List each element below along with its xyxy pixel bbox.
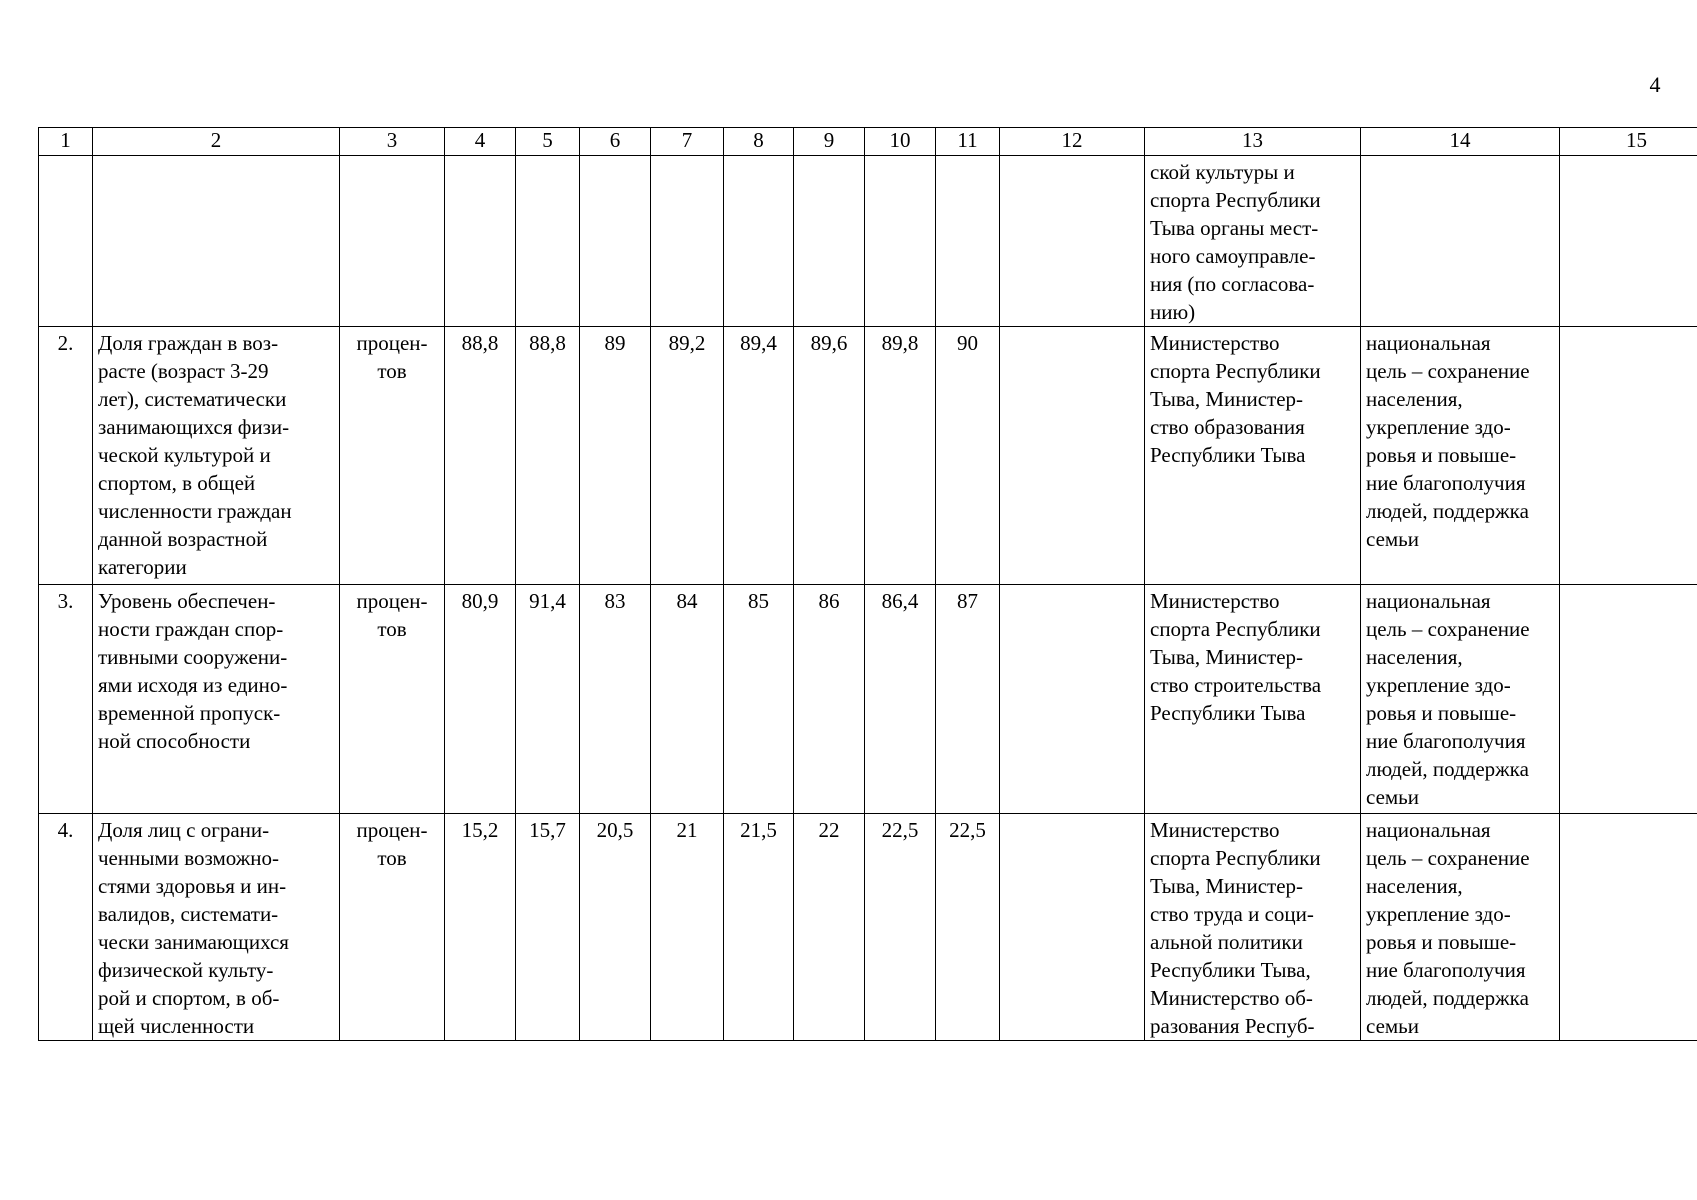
responsible-cell — [1145, 814, 1361, 1041]
header-col-5: 5 — [516, 128, 580, 156]
header-col-13: 13 — [1145, 128, 1361, 156]
value-text: 22,5 — [949, 818, 986, 842]
value-text: 89 — [604, 331, 626, 355]
indicator-text: Доля граждан в воз- расте (возраст 3-29 лет), систематически занимающихся физи- ческой культурой и спортом, в общей численности граждан данной возрастной категории — [98, 331, 292, 579]
responsible-cell — [1145, 585, 1361, 814]
value-cell — [580, 585, 651, 814]
goal-cell — [1361, 814, 1560, 1041]
page-number: 4 — [1649, 72, 1661, 97]
value-text: 89,6 — [810, 331, 848, 355]
cell-empty — [1000, 156, 1145, 327]
value-text: 20,5 — [596, 818, 634, 842]
unit-cell — [340, 814, 445, 1041]
value-text: 88,8 — [461, 331, 499, 355]
value-text: 83 — [604, 589, 626, 613]
indicators-table — [38, 127, 1697, 1041]
unit-text: процен- тов — [356, 818, 428, 870]
value-text: 15,2 — [461, 818, 499, 842]
header-col-2: 2 — [93, 128, 340, 156]
value-text: 91,4 — [529, 589, 566, 613]
header-col-10: 10 — [865, 128, 936, 156]
responsible-text: ской культуры и спорта Республики Тыва органы мест- ного самоуправле- ния (по согласова- нию) — [1150, 160, 1321, 324]
header-col-12: 12 — [1000, 128, 1145, 156]
header-col-3: 3 — [340, 128, 445, 156]
value-text: 90 — [957, 331, 978, 355]
responsible-cell — [1145, 327, 1361, 585]
value-text: 22 — [818, 818, 840, 842]
col12-cell — [1000, 585, 1145, 814]
row-number: 2. — [39, 327, 93, 585]
header-col-14: 14 — [1361, 128, 1560, 156]
cell-empty — [340, 156, 445, 327]
unit-cell — [340, 585, 445, 814]
goal-cell — [1361, 585, 1560, 814]
value-cell — [794, 327, 865, 585]
value-text: 84 — [676, 589, 698, 613]
cell-empty — [93, 156, 340, 327]
responsible-text: Министерство спорта Республики Тыва, Министер- ство образования Республики Тыва — [1150, 331, 1321, 467]
value-cell — [580, 814, 651, 1041]
value-cell — [865, 585, 936, 814]
cell-empty — [516, 156, 580, 327]
value-text: 21 — [676, 818, 698, 842]
value-cell — [936, 585, 1000, 814]
value-cell — [651, 585, 724, 814]
value-cell — [865, 327, 936, 585]
value-cell — [865, 814, 936, 1041]
header-row — [39, 128, 1697, 156]
value-text: 86 — [818, 589, 840, 613]
value-cell — [724, 814, 794, 1041]
goal-text: национальная цель – сохранение населения, укрепление здо- ровья и повыше- ние благополучия людей, поддержка семьи — [1366, 589, 1530, 809]
goal-text: национальная цель – сохранение населения, укрепление здо- ровья и повыше- ние благополучия людей, поддержка семьи — [1366, 818, 1530, 1038]
row-number: 4. — [39, 814, 93, 1041]
table-row — [39, 327, 1697, 585]
value-cell — [445, 814, 516, 1041]
col15-cell — [1560, 327, 1697, 585]
col15-cell — [1560, 814, 1697, 1041]
responsible-cell — [1145, 156, 1361, 327]
header-col-15: 15 — [1560, 128, 1697, 156]
header-col-9: 9 — [794, 128, 865, 156]
cell-empty — [580, 156, 651, 327]
responsible-text: Министерство спорта Республики Тыва, Министер- ство строительства Республики Тыва — [1150, 589, 1322, 725]
indicator-text: Уровень обеспечен- ности граждан спор- тивными сооружени- ями исходя из едино- временной пропуск- ной способности — [98, 589, 288, 753]
value-cell — [794, 585, 865, 814]
cell-empty — [39, 156, 93, 327]
value-cell — [724, 327, 794, 585]
value-cell — [516, 327, 580, 585]
value-text: 89,8 — [881, 331, 919, 355]
value-cell — [445, 585, 516, 814]
header-col-11: 11 — [936, 128, 1000, 156]
table-row — [39, 814, 1697, 1041]
col12-cell — [1000, 327, 1145, 585]
indicator-text: Доля лиц с ограни- ченными возможно- стями здоровья и ин- валидов, системати- чески занимающихся физической культу- рой и спортом, в об- щей численности — [98, 818, 289, 1038]
table-row-continuation — [39, 156, 1697, 327]
value-text: 86,4 — [881, 589, 919, 613]
value-text: 15,7 — [529, 818, 566, 842]
unit-text: процен- тов — [356, 589, 428, 641]
indicator-cell — [93, 814, 340, 1041]
unit-cell — [340, 327, 445, 585]
value-cell — [936, 327, 1000, 585]
value-text: 21,5 — [740, 818, 777, 842]
col12-cell — [1000, 814, 1145, 1041]
cell-empty — [936, 156, 1000, 327]
value-text: 89,4 — [740, 331, 777, 355]
cell-empty — [445, 156, 516, 327]
value-cell — [516, 585, 580, 814]
value-cell — [936, 814, 1000, 1041]
cell-empty — [1560, 156, 1697, 327]
value-cell — [445, 327, 516, 585]
header-col-1: 1 — [39, 128, 93, 156]
unit-text: процен- тов — [356, 331, 428, 383]
goal-text: национальная цель – сохранение населения, укрепление здо- ровья и повыше- ние благополучия людей, поддержка семьи — [1366, 331, 1530, 551]
value-cell — [724, 585, 794, 814]
value-cell — [651, 327, 724, 585]
cell-empty — [651, 156, 724, 327]
value-text: 22,5 — [881, 818, 919, 842]
header-col-4: 4 — [445, 128, 516, 156]
cell-empty — [865, 156, 936, 327]
indicator-cell — [93, 585, 340, 814]
value-text: 87 — [957, 589, 978, 613]
value-text: 80,9 — [461, 589, 499, 613]
value-cell — [516, 814, 580, 1041]
value-text: 88,8 — [529, 331, 566, 355]
cell-empty — [724, 156, 794, 327]
value-cell — [580, 327, 651, 585]
indicator-cell — [93, 327, 340, 585]
cell-empty — [1361, 156, 1560, 327]
value-cell — [794, 814, 865, 1041]
responsible-text: Министерство спорта Республики Тыва, Министер- ство труда и соци- альной политики Республики Тыва, Министерство об- разования Респуб- — [1150, 818, 1321, 1038]
goal-cell — [1361, 327, 1560, 585]
value-cell — [651, 814, 724, 1041]
cell-empty — [794, 156, 865, 327]
row-number: 3. — [39, 585, 93, 814]
header-col-6: 6 — [580, 128, 651, 156]
header-col-8: 8 — [724, 128, 794, 156]
value-text: 85 — [748, 589, 769, 613]
col15-cell — [1560, 585, 1697, 814]
table-row — [39, 585, 1697, 814]
value-text: 89,2 — [668, 331, 706, 355]
header-col-7: 7 — [651, 128, 724, 156]
